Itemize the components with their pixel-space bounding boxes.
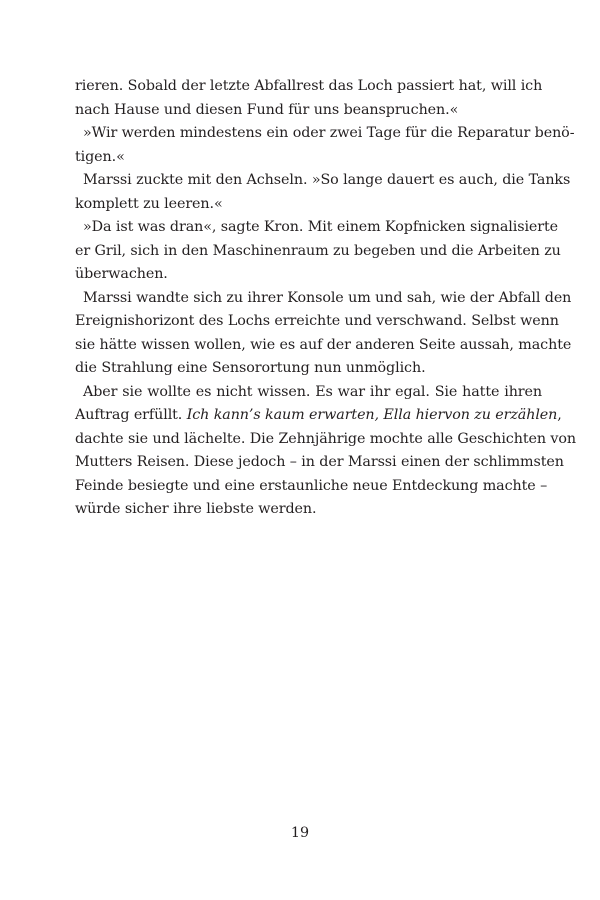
text-line: die Strahlung eine Sensorortung nun unmöglich. [75,360,426,376]
text-line: »Da ist was dran«, sagte Kron. Mit einem Kopfnicken signalisierte [83,219,559,235]
text-line-with-italic [75,404,562,428]
body-text [75,75,576,522]
text-line: komplett zu leeren.« [75,195,223,212]
text-line: Mutters Reisen. Diese jedoch – in der Marssi einen der schlimmsten [75,454,564,470]
text-line: dachte sie und lächelte. Die Zehnjährige mochte alle Geschichten von [75,430,576,447]
text-line: er Gril, sich in den Maschinenraum zu begeben und die Arbeiten zu [75,242,561,259]
text-line: rieren. Sobald der letzte Abfallrest das Loch passiert hat, will ich [75,78,543,94]
text-line: »Wir werden mindestens ein oder zwei Tage für die Reparatur benö- [83,125,575,141]
text-line: Feinde besiegte und eine erstaunliche neue Entdeckung machte – [75,477,548,494]
text-segment: Auftrag erfüllt. [75,407,187,423]
text-line: überwachen. [75,266,168,282]
text-line: Aber sie wollte es nicht wissen. Es war ihr egal. Sie hatte ihren [83,383,542,400]
text-line: sie hätte wissen wollen, wie es auf der anderen Seite aussah, machte [75,336,572,353]
text-line: Marssi zuckte mit den Achseln. »So lange dauert es auch, die Tanks [83,172,571,188]
text-line: würde sicher ihre liebste werden. [75,501,317,517]
text-segment: , [557,407,562,423]
text-line: nach Hause und diesen Fund für uns beanspruchen.« [75,101,459,118]
text-line: Ereignishorizont des Lochs erreichte und verschwand. Selbst wenn [75,313,559,329]
text-line: tigen.« [75,148,125,165]
page-number: 19 [290,825,310,841]
italic-thought: Ich kann’s kaum erwarten, Ella hiervon zu erzählen [186,407,558,423]
text-line: Marssi wandte sich zu ihrer Konsole um und sah, wie der Abfall den [83,289,572,306]
